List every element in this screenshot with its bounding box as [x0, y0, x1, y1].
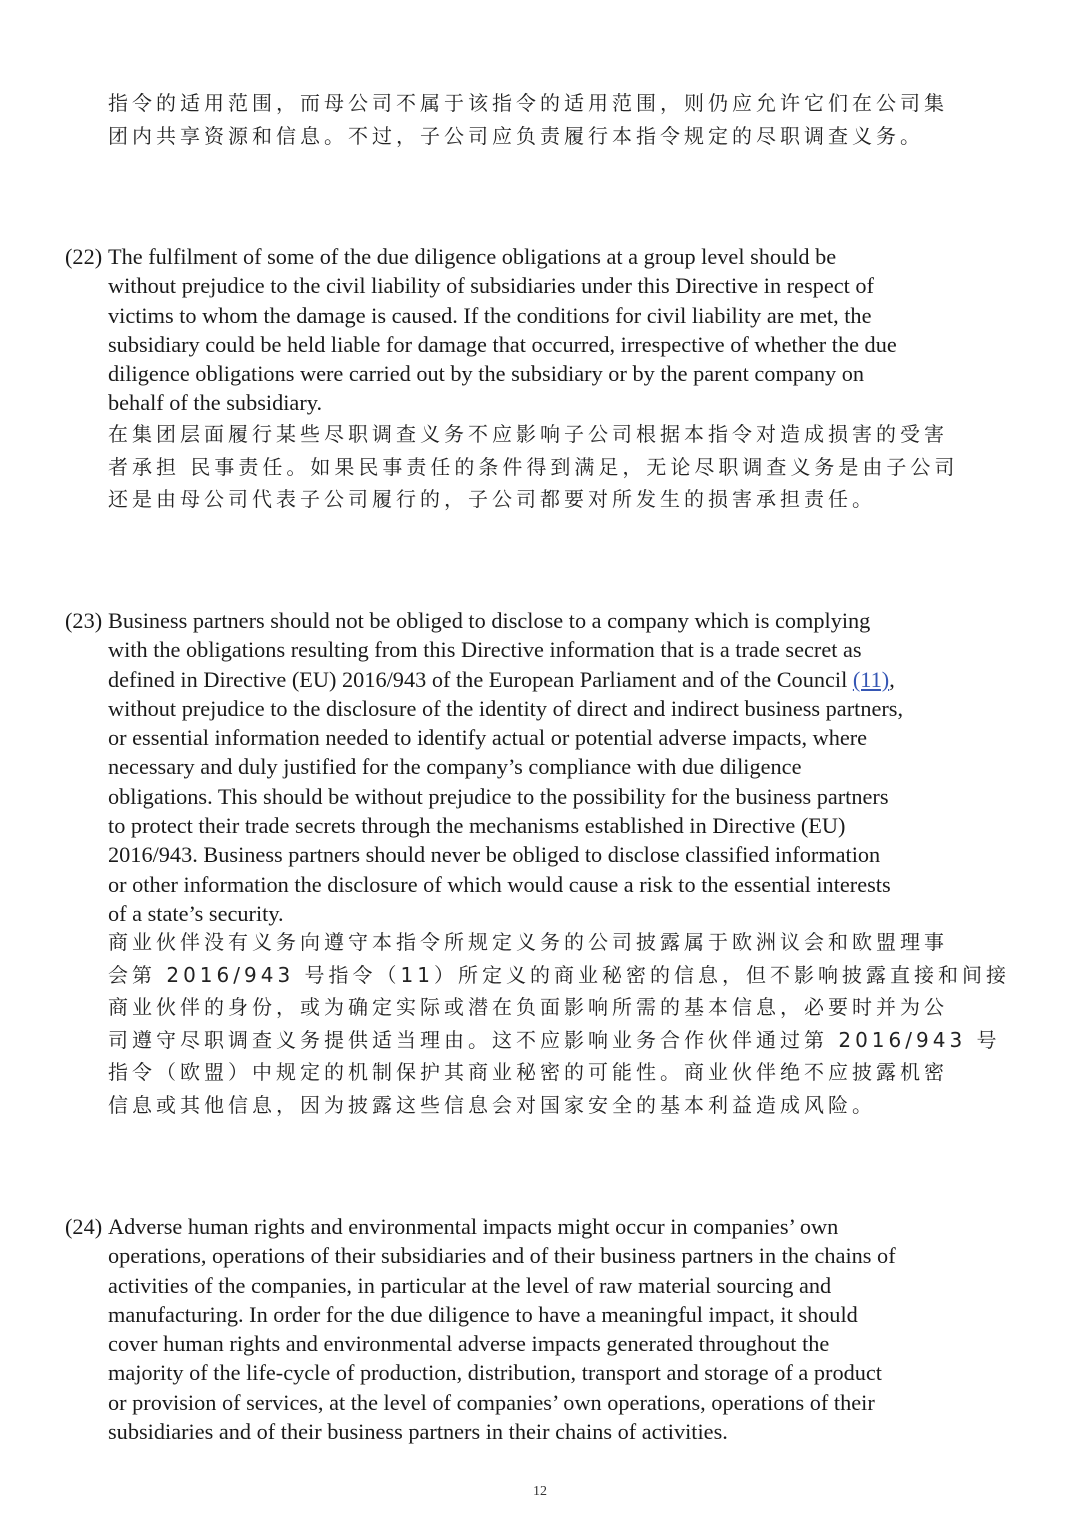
text-line: subsidiary could be held liable for damage that occurred, irrespective of whether the due	[108, 331, 897, 357]
text-line: manufacturing. In order for the due diligence to have a meaningful impact, it should	[108, 1301, 858, 1327]
paragraph-number-24: (24)	[65, 1214, 103, 1239]
text-line: The fulfilment of some of the due diligence obligations at a group level should be	[108, 244, 837, 269]
intro-chinese-paragraph	[108, 87, 1038, 152]
text-line: Adverse human rights and environmental impacts might occur in companies’ own	[108, 1214, 839, 1239]
paragraph-22-english	[108, 242, 1038, 418]
text-line: 在集团层面履行某些尽职调查义务不应影响子公司根据本指令对造成损害的受害	[108, 422, 948, 446]
text-line: Business partners should not be obliged to disclose to a company which is complying	[108, 608, 871, 633]
paragraph-number-22: (22)	[65, 244, 103, 269]
text-segment: ,	[889, 666, 895, 692]
text-line: 指令（欧盟）中规定的机制保护其商业秘密的可能性。商业伙伴绝不应披露机密	[108, 1060, 948, 1084]
paragraph-number-23: (23)	[65, 608, 103, 633]
footnote-link-11[interactable]: (11)	[852, 666, 890, 692]
text-line: 2016/943. Business partners should never be obliged to disclose classified information	[108, 842, 881, 868]
text-line: majority of the life-cycle of production, distribution, transport and storage of a product	[108, 1360, 882, 1386]
text-line: 商业伙伴的身份，或为确定实际或潜在负面影响所需的基本信息，必要时并为公	[108, 995, 948, 1019]
page-number: 12	[533, 1484, 547, 1499]
text-line: behalf of the subsidiary.	[108, 390, 323, 416]
text-line: 者承担 民事责任。如果民事责任的条件得到满足，无论尽职调查义务是由子公司	[108, 454, 959, 479]
text-line: or provision of services, at the level of companies’ own operations, operations of their	[108, 1389, 875, 1415]
text-line: of a state’s security.	[108, 900, 284, 926]
text-line: necessary and duly justified for the company’s compliance with due diligence	[108, 754, 802, 780]
text-line: obligations. This should be without prejudice to the possibility for the business partners	[108, 783, 889, 809]
text-line: cover human rights and environmental adverse impacts generated throughout the	[108, 1331, 830, 1357]
text-line: victims to whom the damage is caused. If the conditions for civil liability are met, the	[108, 302, 872, 328]
text-line: 商业伙伴没有义务向遵守本指令所规定义务的公司披露属于欧洲议会和欧盟理事	[108, 930, 948, 954]
text-line: 指令的适用范围，而母公司不属于该指令的适用范围，则仍应允许它们在公司集	[108, 91, 948, 115]
text-line: without prejudice to the civil liability of subsidiaries under this Directive in respect of	[108, 273, 874, 299]
text-line: to protect their trade secrets through the mechanisms established in Directive (EU)	[108, 813, 846, 839]
text-line: 团内共享资源和信息。不过，子公司应负责履行本指令规定的尽职调查义务。	[108, 123, 924, 148]
paragraph-24-english	[108, 1212, 1038, 1446]
text-line: or essential information needed to identify actual or potential adverse impacts, where	[108, 725, 868, 751]
paragraph-23-chinese	[108, 926, 1038, 1121]
text-line: 会第 2016/943 号指令（11）所定义的商业秘密的信息，但不影响披露直接和间接	[108, 962, 1010, 987]
text-line: without prejudice to the disclosure of the identity of direct and indirect business partners,	[108, 695, 904, 721]
paragraph-22-chinese	[108, 418, 1038, 516]
text-segment: defined in Directive (EU) 2016/943 of the European Parliament and of the Council	[108, 666, 853, 692]
text-line: diligence obligations were carried out by the subsidiary or by the parent company on	[108, 361, 865, 387]
text-line: 司遵守尽职调查义务提供适当理由。这不应影响业务合作伙伴通过第 2016/943 号	[108, 1027, 1001, 1052]
text-line: activities of the companies, in particular at the level of raw material sourcing and	[108, 1272, 832, 1298]
text-line: subsidiaries and of their business partners in their chains of activities.	[108, 1419, 728, 1445]
paragraph-23-english	[108, 606, 1038, 928]
text-line: or other information the disclosure of which would cause a risk to the essential interests	[108, 871, 891, 897]
text-line	[108, 665, 1038, 694]
text-line: 还是由母公司代表子公司履行的，子公司都要对所发生的损害承担责任。	[108, 487, 876, 511]
text-line: with the obligations resulting from this Directive information that is a trade secret as	[108, 637, 862, 663]
text-line: operations, operations of their subsidiaries and of their business partners in the chains of	[108, 1243, 896, 1269]
text-line: 信息或其他信息，因为披露这些信息会对国家安全的基本利益造成风险。	[108, 1092, 876, 1117]
